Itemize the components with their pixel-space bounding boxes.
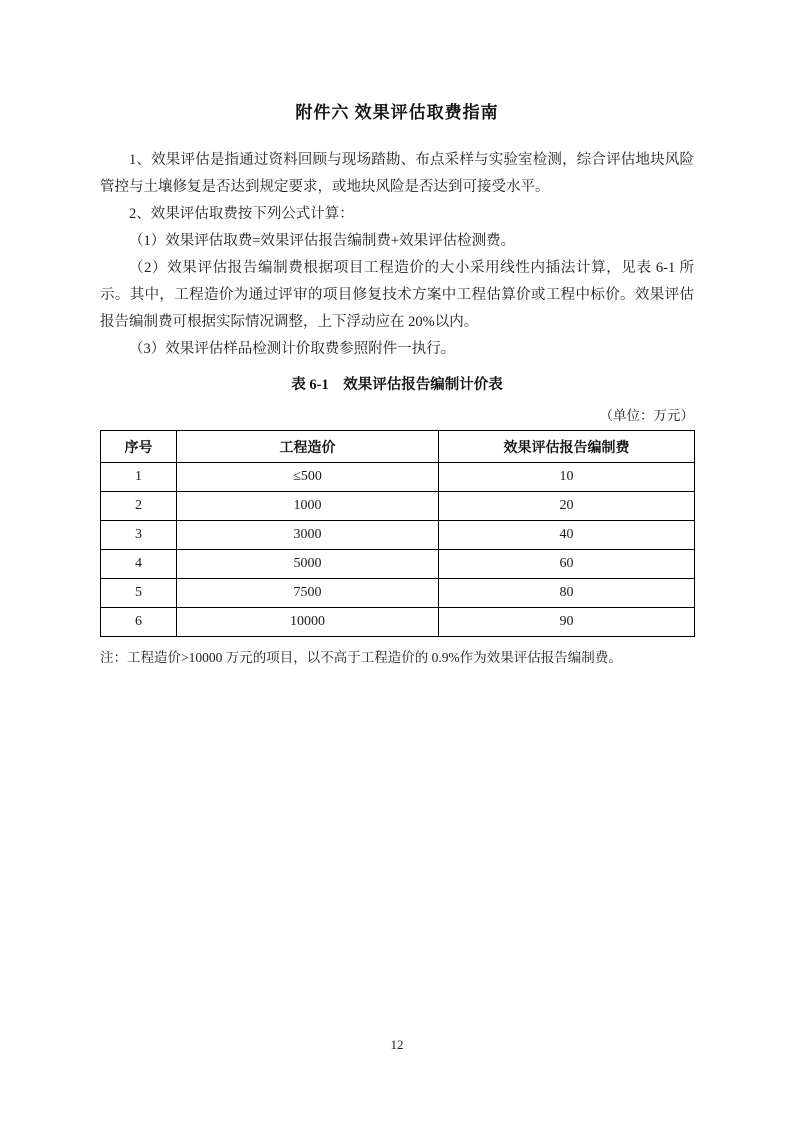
table-row [101, 550, 695, 579]
cell-project-cost: 3000 [177, 521, 439, 550]
fee-table [100, 430, 695, 637]
table-row [101, 492, 695, 521]
cell-index: 2 [101, 492, 177, 521]
cell-project-cost: 5000 [177, 550, 439, 579]
cell-index: 5 [101, 579, 177, 608]
page-number: 12 [390, 1037, 404, 1052]
cell-report-fee: 20 [439, 492, 695, 521]
cell-report-fee: 90 [439, 608, 695, 637]
table-unit-label: （单位：万元） [599, 408, 694, 423]
cell-report-fee: 40 [439, 521, 695, 550]
cell-project-cost: 10000 [177, 608, 439, 637]
header-index: 序号 [101, 431, 177, 463]
header-project-cost: 工程造价 [177, 431, 439, 463]
fee-table-body [101, 463, 695, 637]
cell-index: 4 [101, 550, 177, 579]
table-row [101, 463, 695, 492]
cell-index: 3 [101, 521, 177, 550]
table-row [101, 521, 695, 550]
cell-project-cost: 7500 [177, 579, 439, 608]
paragraph-definition: 1、效果评估是指通过资料回顾与现场踏勘、布点采样与实验室检测，综合评估地块风险管控与土壤修复是否达到规定要求，或地块风险是否达到可接受水平。 [100, 152, 694, 195]
cell-report-fee: 10 [439, 463, 695, 492]
cell-project-cost: ≤500 [177, 463, 439, 492]
cell-report-fee: 80 [439, 579, 695, 608]
cell-index: 1 [101, 463, 177, 492]
table-caption: 表 6-1 效果评估报告编制计价表 [291, 377, 503, 393]
page-title: 附件六 效果评估取费指南 [295, 103, 499, 122]
table-header-row [101, 431, 695, 463]
paragraph-formula-3: （3）效果评估样品检测计价取费参照附件一执行。 [129, 341, 456, 357]
paragraph-formula-2: （2）效果评估报告编制费根据项目工程造价的大小采用线性内插法计算，见表 6-1 所示。其中，工程造价为通过评审的项目修复技术方案中工程估算价或工程中标价。效果评估报告编制费可根据实际情况调整，上下浮动应在 20%以内。 [100, 260, 694, 330]
fee-table-header [101, 431, 695, 463]
paragraph-formula-1: （1）效果评估取费=效果评估报告编制费+效果评估检测费。 [129, 233, 516, 249]
cell-project-cost: 1000 [177, 492, 439, 521]
header-report-fee: 效果评估报告编制费 [439, 431, 695, 463]
paragraph-formula-intro: 2、效果评估取费按下列公式计算： [129, 206, 354, 222]
cell-index: 6 [101, 608, 177, 637]
table-row [101, 579, 695, 608]
table-note: 注：工程造价>10000 万元的项目，以不高于工程造价的 0.9%作为效果评估报告编制费。 [100, 650, 622, 665]
cell-report-fee: 60 [439, 550, 695, 579]
table-row [101, 608, 695, 637]
